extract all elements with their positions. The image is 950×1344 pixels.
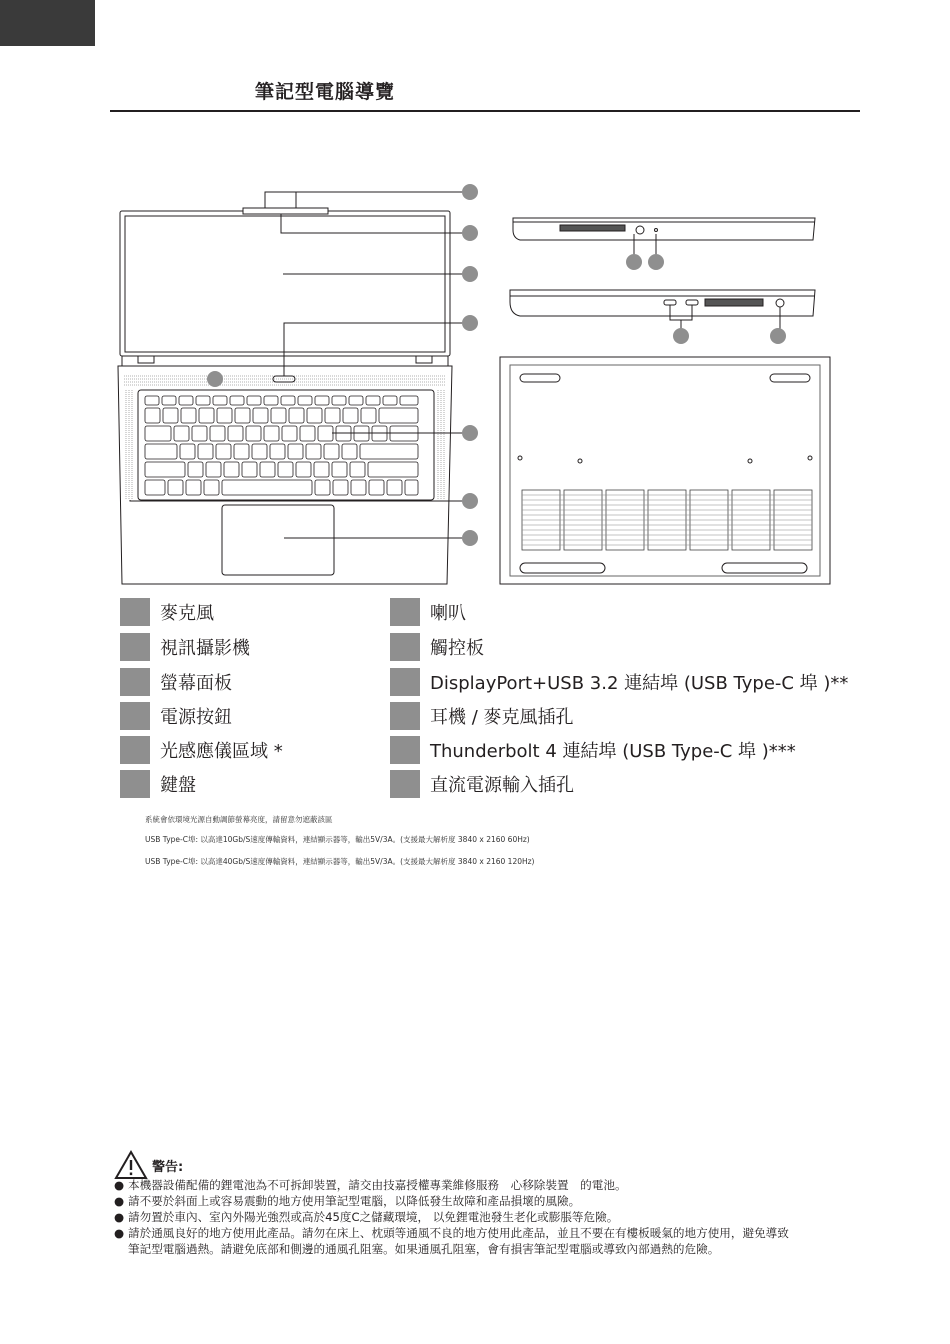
legend-label: 觸控板 xyxy=(430,638,484,659)
laptop-side-view-right xyxy=(513,218,815,262)
warning-heading xyxy=(114,1150,183,1180)
legend-marker xyxy=(120,770,150,798)
bullet-icon: ● xyxy=(114,1178,125,1192)
warning-item xyxy=(114,1209,794,1225)
warning-icon xyxy=(114,1150,148,1180)
legend-label: 耳機 / 麥克風插孔 xyxy=(430,707,574,728)
legend-label: 視訊攝影機 xyxy=(160,638,250,659)
legend-item-webcam xyxy=(120,632,250,662)
legend-marker xyxy=(390,598,420,626)
legend-item-power-button xyxy=(120,701,232,731)
warning-text: 請於通風良好的地方使用此產品。請勿在床上、枕頭等通風不良的地方使用此產品，並且不要在有樓板暖氣的地方使用，避免導致筆記型電腦過熱。請避免底部和側邊的通風孔阻塞。如果通風孔阻塞，會有損害筆記型電腦或導致內部過熱的危險。 xyxy=(128,1226,789,1256)
legend-item-displayport-usb xyxy=(390,667,848,697)
laptop-bottom-view xyxy=(500,357,830,584)
footnote-light-sensor: 系統會依環境光源自動調節螢幕亮度，請留意勿遮蔽該區 xyxy=(145,815,333,824)
legend-marker xyxy=(390,702,420,730)
legend-marker xyxy=(390,633,420,661)
bullet-icon: ● xyxy=(114,1210,125,1224)
legend-item-dc-in xyxy=(390,769,574,799)
page-title: 筆記型電腦導覽 xyxy=(255,81,396,103)
legend-item-touchpad xyxy=(390,632,484,662)
warning-text: 本機器設備配備的鋰電池為不可拆卸裝置，請交由技嘉授權專業維修服務 心移除裝置 的電池。 xyxy=(128,1178,627,1192)
warning-text: 請勿置於車內、室內外陽光強烈或高於45度C之儲藏環境， 以免鋰電池發生老化或膨脹等危險。 xyxy=(128,1210,619,1224)
footnote-usb-10gb: USB Type-C埠: 以高達10Gb/S速度傳輸資料，連結顯示器等，輸出5V/3A。(支援最大解析度 3840 x 2160 60Hz) xyxy=(145,835,530,844)
legend-label: 電源按鈕 xyxy=(160,707,232,728)
legend-marker xyxy=(390,770,420,798)
footnote-usb-40gb: USB Type-C埠: 以高達40Gb/S速度傳輸資料，連結顯示器等，輸出5V/3A。(支援最大解析度 3840 x 2160 120Hz) xyxy=(145,857,535,866)
warning-text: 請不要於斜面上或容易震動的地方使用筆記型電腦，以降低發生故障和產品損壞的風險。 xyxy=(128,1194,581,1208)
legend-marker xyxy=(120,598,150,626)
legend-item-microphone xyxy=(120,597,214,627)
legend-label: 直流電源輸入插孔 xyxy=(430,775,574,796)
legend-marker xyxy=(390,668,420,696)
legend-label: 喇叭 xyxy=(430,603,466,624)
legend-label: 鍵盤 xyxy=(160,775,196,796)
bullet-icon: ● xyxy=(114,1226,125,1240)
warning-item xyxy=(114,1193,794,1209)
legend-label: 螢幕面板 xyxy=(160,673,232,694)
legend-label: 麥克風 xyxy=(160,603,214,624)
keyboard-keys xyxy=(145,396,418,495)
legend-marker xyxy=(120,736,150,764)
legend-marker xyxy=(120,702,150,730)
warning-item xyxy=(114,1177,794,1193)
legend-marker xyxy=(120,668,150,696)
legend-marker xyxy=(120,633,150,661)
legend-label: Thunderbolt 4 連結埠 (USB Type-C 埠 )*** xyxy=(430,741,796,762)
legend-item-screen-panel xyxy=(120,667,232,697)
legend-item-light-sensor xyxy=(120,735,283,765)
legend-item-audio-jack xyxy=(390,701,574,731)
warning-item xyxy=(114,1225,794,1257)
warning-list xyxy=(114,1177,794,1257)
legend-item-thunderbolt xyxy=(390,735,796,765)
legend-item-keyboard xyxy=(120,769,196,799)
warning-title: 警告: xyxy=(152,1159,184,1175)
callout-lines xyxy=(130,192,470,538)
legend-label: DisplayPort+USB 3.2 連結埠 (USB Type-C 埠 )** xyxy=(430,673,849,694)
legend-marker xyxy=(390,736,420,764)
laptop-diagrams xyxy=(0,0,950,600)
laptop-front-view xyxy=(118,208,452,584)
laptop-side-view-left xyxy=(510,290,815,334)
bullet-icon: ● xyxy=(114,1194,125,1208)
legend-label: 光感應儀區域 * xyxy=(160,741,283,762)
legend-item-speaker xyxy=(390,597,466,627)
